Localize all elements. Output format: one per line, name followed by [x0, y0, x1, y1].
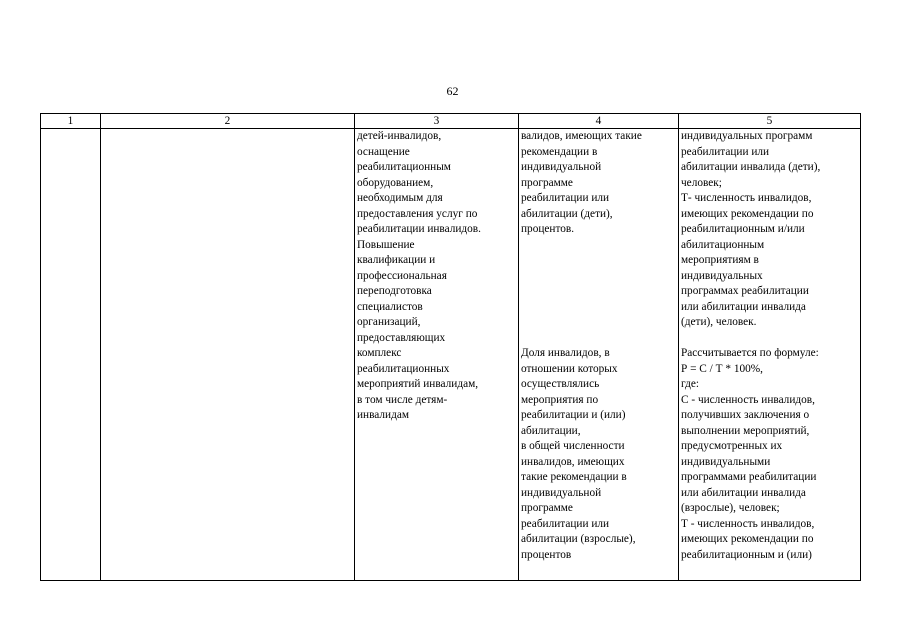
document-table	[40, 113, 861, 581]
page-number: 62	[446, 84, 459, 98]
column-header-3: 3	[355, 114, 519, 129]
table-row	[41, 129, 861, 581]
column-header-5: 5	[679, 114, 861, 129]
formula-adults: Рассчитывается по формуле: Р = С / Т * 100%, где: С - численность инвалидов, получивших заключения о выполнении мероприятий, предусмотренных их индивидуальными программами реабилитации или абилитации инвалида (взрослые), человек; Т - численность инвалидов, имеющих рекомендации по реабилитационным и (или)	[681, 347, 819, 561]
cell-col3	[355, 129, 519, 581]
indicator-adults: Доля инвалидов, в отношении которых осуществлялись мероприятия по реабилитации и (или) абилитации, в общей численности инвалидов, имеющих такие рекомендации в индивидуальной программе реабилитации или абилитации (взрослые), процентов	[521, 347, 636, 561]
formula-children: индивидуальных программ реабилитации или абилитации инвалида (дети), человек; Т- численность инвалидов, имеющих рекомендации по реабилитационным и/или абилитационным мероприятиям в индивидуальных программах реабилитации или абилитации инвалида (дети), человек.	[681, 130, 821, 328]
indicator-children: валидов, имеющих такие рекомендации в индивидуальной программе реабилитации или абилитации (дети), процентов.	[521, 130, 642, 235]
cell-col1	[41, 129, 101, 581]
paragraph-spacer	[681, 331, 858, 347]
cell-col2	[101, 129, 355, 581]
cell-col5	[679, 129, 861, 581]
table-header-row	[41, 114, 861, 129]
event-description: детей-инвалидов, оснащение реабилитационным оборудованием, необходимым для предоставления услуг по реабилитации инвалидов. Повышение квалификации и профессиональная переподготовка специалистов организаций, предоставляющих комплекс реабилитационных мероприятий инвалидам, в том числе детям- инвалидам	[357, 130, 481, 421]
column-header-1: 1	[41, 114, 101, 129]
column-header-2: 2	[101, 114, 355, 129]
cell-col4	[519, 129, 679, 581]
column-header-4: 4	[519, 114, 679, 129]
